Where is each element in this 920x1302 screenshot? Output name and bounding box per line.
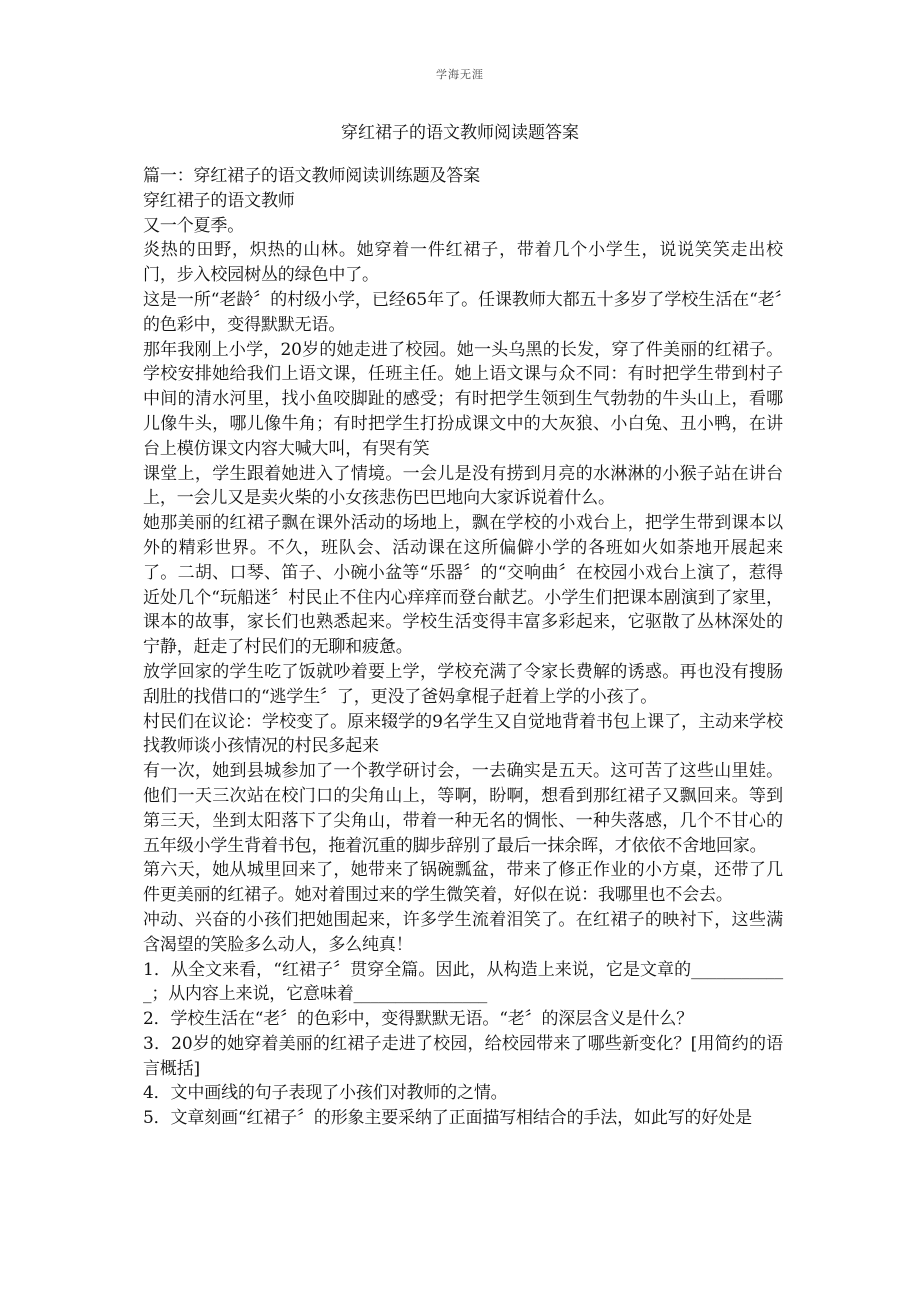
document-body xyxy=(143,164,783,1131)
article-title: 穿红裙子的语文教师 xyxy=(143,190,295,211)
paragraph: 炎热的田野，炽热的山林。她穿着一件红裙子，带着几个小学生，说说笑笑走出校门，步入校园树丛的绿色中了。 xyxy=(143,240,783,286)
paragraph: 那年我刚上小学，20岁的她走进了校园。她一头乌黑的长发，穿了件美丽的红裙子。学校安排她给我们上语文课，任班主任。她上语文课与众不同：有时把学生带到村子中间的清水河里，找小鱼咬脚趾的感受；有时把学生领到生气勃勃的牛头山上，看哪儿像牛头，哪儿像牛角；有时把学生打扮成课文中的大灰狼、小白兔、丑小鸭，在讲台上模仿课文内容大喊大叫，有哭有笑 xyxy=(143,339,783,459)
paragraph: 她那美丽的红裙子飘在课外活动的场地上，飘在学校的小戏台上，把学生带到课本以外的精彩世界。不久，班队会、活动课在这所偏僻小学的各班如火如荼地开展起来了。二胡、口琴、笛子、小碗小盆等“乐器〞的“交响曲〞在校园小戏台上演了，惹得近处几个“玩船迷〞村民止不住内心痒痒而登台献艺。小学生们把课本剧演到了家里，课本的故事，家长们也熟悉起来。学校生活变得丰富多彩起来，它驱散了丛林深处的宁静，赶走了村民们的无聊和疲惫。 xyxy=(143,513,783,658)
question-item: 3．20岁的她穿着美丽的红裙子走进了校园，给校园带来了哪些新变化？[用简约的语言概括] xyxy=(143,1033,783,1079)
paragraph: 村民们在议论：学校变了。原来辍学的9名学生又自觉地背着书包上课了，主动来学校找教师谈小孩情况的村民多起来 xyxy=(143,711,783,757)
paragraph: 又一个夏季。 xyxy=(143,215,245,236)
paragraph: 放学回家的学生吃了饭就吵着要上学，学校充满了令家长费解的诱惑。再也没有搜肠刮肚的找借口的“逃学生〞了，更没了爸妈拿棍子赶着上学的小孩了。 xyxy=(143,661,783,707)
section-heading: 篇一：穿红裙子的语文教师阅读训练题及答案 xyxy=(143,166,480,186)
paragraph: 有一次，她到县城参加了一个教学研讨会，一去确实是五天。这可苦了这些山里娃。他们一天三次站在校门口的尖角山上，等啊，盼啊，想看到那红裙子又飘回来。等到第三天，坐到太阳落下了尖角山，带着一种无名的惆怅、一种失落感，几个不甘心的五年级小学生背着书包，拖着沉重的脚步辞别了最后一抹余晖，才依依不舍地回家。 xyxy=(143,761,783,856)
paragraph: 课堂上，学生跟着她进入了情境。一会儿是没有捞到月亮的水淋淋的小猴子站在讲台上，一会儿又是卖火柴的小女孩悲伤巴巴地向大家诉说着什么。 xyxy=(143,463,783,509)
paragraph: 冲动、兴奋的小孩们把她围起来，许多学生流着泪笑了。在红裙子的映衬下，这些满含渴望的笑脸多么动人，多么纯真！ xyxy=(143,909,783,955)
question-item: 2．学校生活在“老〞的色彩中，变得默默无语。“老〞的深层含义是什么？ xyxy=(143,1009,694,1030)
question-item: 5．文章刻画“红裙子〞的形象主要采纳了正面描写相结合的手法，如此写的好处是 xyxy=(143,1108,752,1129)
paragraph: 第六天，她从城里回来了，她带来了锅碗瓢盆，带来了修正作业的小方桌，还带了几件更美丽的红裙子。她对着围过来的学生微笑着，好似在说：我哪里也不会去。 xyxy=(143,860,783,906)
question-item: 1．从全文来看，“红裙子〞贯穿全篇。因此，从构造上来说，它是文章的____________；从内容上来说，它意味着________________ xyxy=(143,959,783,1005)
document-title: 穿红裙子的语文教师阅读题答案 xyxy=(341,123,579,143)
paragraph: 这是一所“老龄〞的村级小学，已经65年了。任课教师大都五十多岁了学校生活在“老〞的色彩中，变得默默无语。 xyxy=(143,289,783,335)
question-item: 4．文中画线的句子表现了小孩们对教师的之情。 xyxy=(143,1083,508,1104)
page-header: 学海无涯 xyxy=(436,68,484,81)
